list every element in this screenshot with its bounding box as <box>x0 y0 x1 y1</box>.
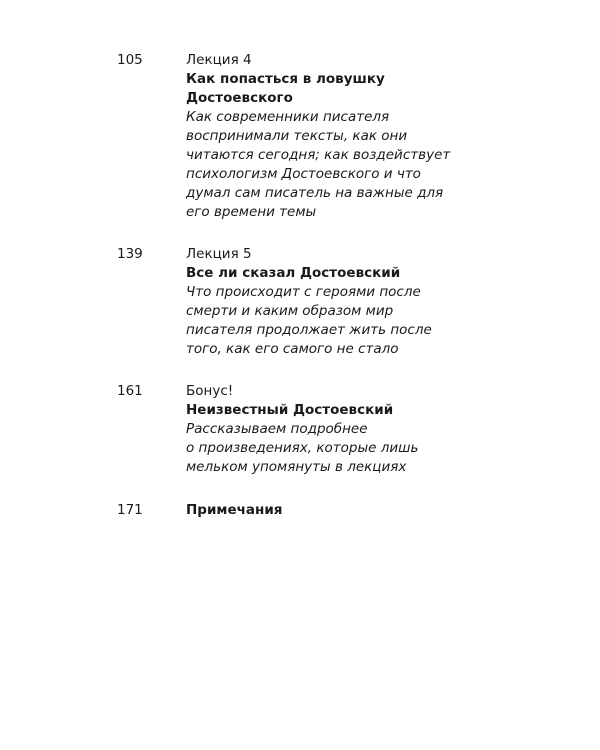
entry-title-line: Примечания <box>186 502 283 518</box>
entry-body <box>186 51 577 222</box>
entry-title <box>186 264 577 283</box>
entry-title <box>186 401 577 420</box>
entry-label: Лекция 5 <box>186 246 252 262</box>
entry-body <box>186 501 577 520</box>
entry-description-line: писателя продолжает жить после <box>186 322 432 338</box>
page-number: 139 <box>117 246 143 262</box>
entry-description-line: Что происходит с героями после <box>186 284 421 300</box>
entry-description-line: того, как его самого не стало <box>186 341 399 357</box>
page-number: 105 <box>117 52 143 68</box>
entry-body <box>186 382 577 477</box>
entry-description-line: о произведениях, которые лишь <box>186 440 419 456</box>
toc-entry-lecture-4[interactable] <box>117 51 577 222</box>
entry-description <box>186 283 577 359</box>
entry-title-line: Все ли сказал Достоевский <box>186 265 401 281</box>
entry-title <box>186 70 577 108</box>
entry-description-line: его времени темы <box>186 204 317 220</box>
entry-description-line: думал сам писатель на важные для <box>186 185 444 201</box>
entry-label: Бонус! <box>186 383 234 399</box>
toc-entry-lecture-5[interactable] <box>117 245 577 359</box>
toc-entry-notes[interactable] <box>117 501 577 520</box>
entry-title-line: Неизвестный Достоевский <box>186 402 394 418</box>
table-of-contents <box>117 51 577 520</box>
entry-title-line: Как попасться в ловушку <box>186 71 385 87</box>
entry-description-line: Рассказываем подробнее <box>186 421 368 437</box>
entry-description-line: воспринимали тексты, как они <box>186 128 408 144</box>
page-number: 161 <box>117 383 143 399</box>
entry-title <box>186 501 577 520</box>
entry-title-line: Достоевского <box>186 90 293 106</box>
entry-description <box>186 420 577 477</box>
page-number: 171 <box>117 502 143 518</box>
entry-body <box>186 245 577 359</box>
entry-description-line: читаются сегодня; как воздействует <box>186 147 451 163</box>
entry-description-line: психологизм Достоевского и что <box>186 166 421 182</box>
entry-description <box>186 108 577 222</box>
entry-description-line: смерти и каким образом мир <box>186 303 394 319</box>
entry-description-line: Как современники писателя <box>186 109 390 125</box>
entry-description-line: мельком упомянуты в лекциях <box>186 459 407 475</box>
toc-entry-bonus[interactable] <box>117 382 577 477</box>
entry-label: Лекция 4 <box>186 52 252 68</box>
